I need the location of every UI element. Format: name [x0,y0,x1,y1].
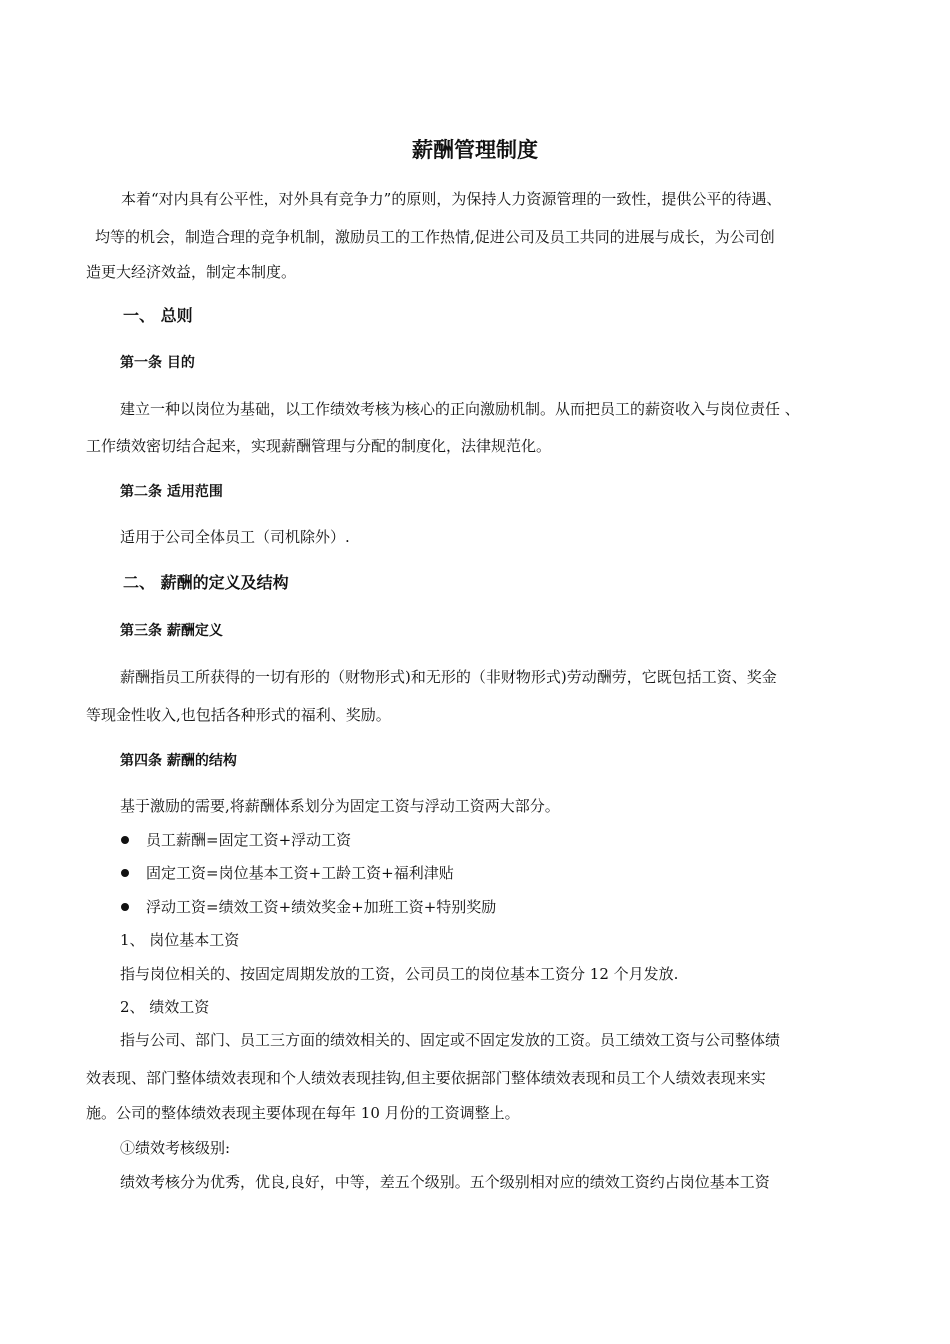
bullet-dot-icon [121,903,129,911]
article-3-heading: 第三条 薪酬定义 [120,623,223,639]
item-2-label: 2、 绩效工资 [120,998,210,1016]
item-1-label: 1、 岗位基本工资 [120,931,240,949]
section-heading-definition: 二、 薪酬的定义及结构 [123,573,289,592]
intro-line-1: 本着“对内具有公平性，对外具有竞争力”的原则，为保持人力资源管理的一致性，提供公平的待遇、 [121,190,782,208]
bullet-item-1: 员工薪酬=固定工资+浮动工资 [146,831,352,849]
article-1-line-2: 工作绩效密切结合起来，实现薪酬管理与分配的制度化，法律规范化。 [86,437,552,455]
section-heading-general: 一、 总则 [123,306,193,325]
intro-line-3: 造更大经济效益，制定本制度。 [86,263,297,281]
sub-heading-performance-level: ①绩效考核级别: [120,1139,231,1157]
bullet-dot-icon [121,869,129,877]
article-1-heading: 第一条 目的 [120,355,195,371]
item-2-line-2: 效表现、部门整体绩效表现和个人绩效表现挂钩,但主要依据部门整体绩效表现和员工个人绩效表现来实 [86,1069,766,1087]
performance-level-text: 绩效考核分为优秀，优良,良好，中等，差五个级别。五个级别相对应的绩效工资约占岗位基本工资 [120,1173,770,1191]
intro-line-2: 均等的机会，制造合理的竞争机制，激励员工的工作热情,促进公司及员工共同的进展与成长，为公司创 [95,228,775,246]
article-2-line-1: 适用于公司全体员工（司机除外）. [120,528,350,546]
bullet-dot-icon [121,836,129,844]
article-1-line-1: 建立一种以岗位为基础，以工作绩效考核为核心的正向激励机制。从而把员工的薪资收入与岗位责任 、 [120,400,800,418]
item-1-text: 指与岗位相关的、按固定周期发放的工资，公司员工的岗位基本工资分 12 个月发放. [120,965,679,983]
item-2-line-1: 指与公司、部门、员工三方面的绩效相关的、固定或不固定发放的工资。员工绩效工资与公司整体绩 [120,1031,781,1049]
article-4-lead: 基于激励的需要,将薪酬体系划分为固定工资与浮动工资两大部分。 [120,797,560,815]
item-2-line-3: 施。公司的整体绩效表现主要体现在每年 10 月份的工资调整上。 [86,1104,520,1122]
bullet-item-2: 固定工资=岗位基本工资+工龄工资+福利津贴 [146,864,454,882]
article-3-line-1: 薪酬指员工所获得的一切有形的（财物形式)和无形的（非财物形式)劳动酬劳，它既包括工资、奖金 [120,668,777,686]
article-4-heading: 第四条 薪酬的结构 [120,753,237,769]
bullet-item-3: 浮动工资=绩效工资+绩效奖金+加班工资+特别奖励 [146,898,497,916]
article-2-heading: 第二条 适用范围 [120,484,223,500]
article-3-line-2: 等现金性收入,也包括各种形式的福利、奖励。 [86,706,391,724]
document-title: 薪酬管理制度 [412,138,538,162]
